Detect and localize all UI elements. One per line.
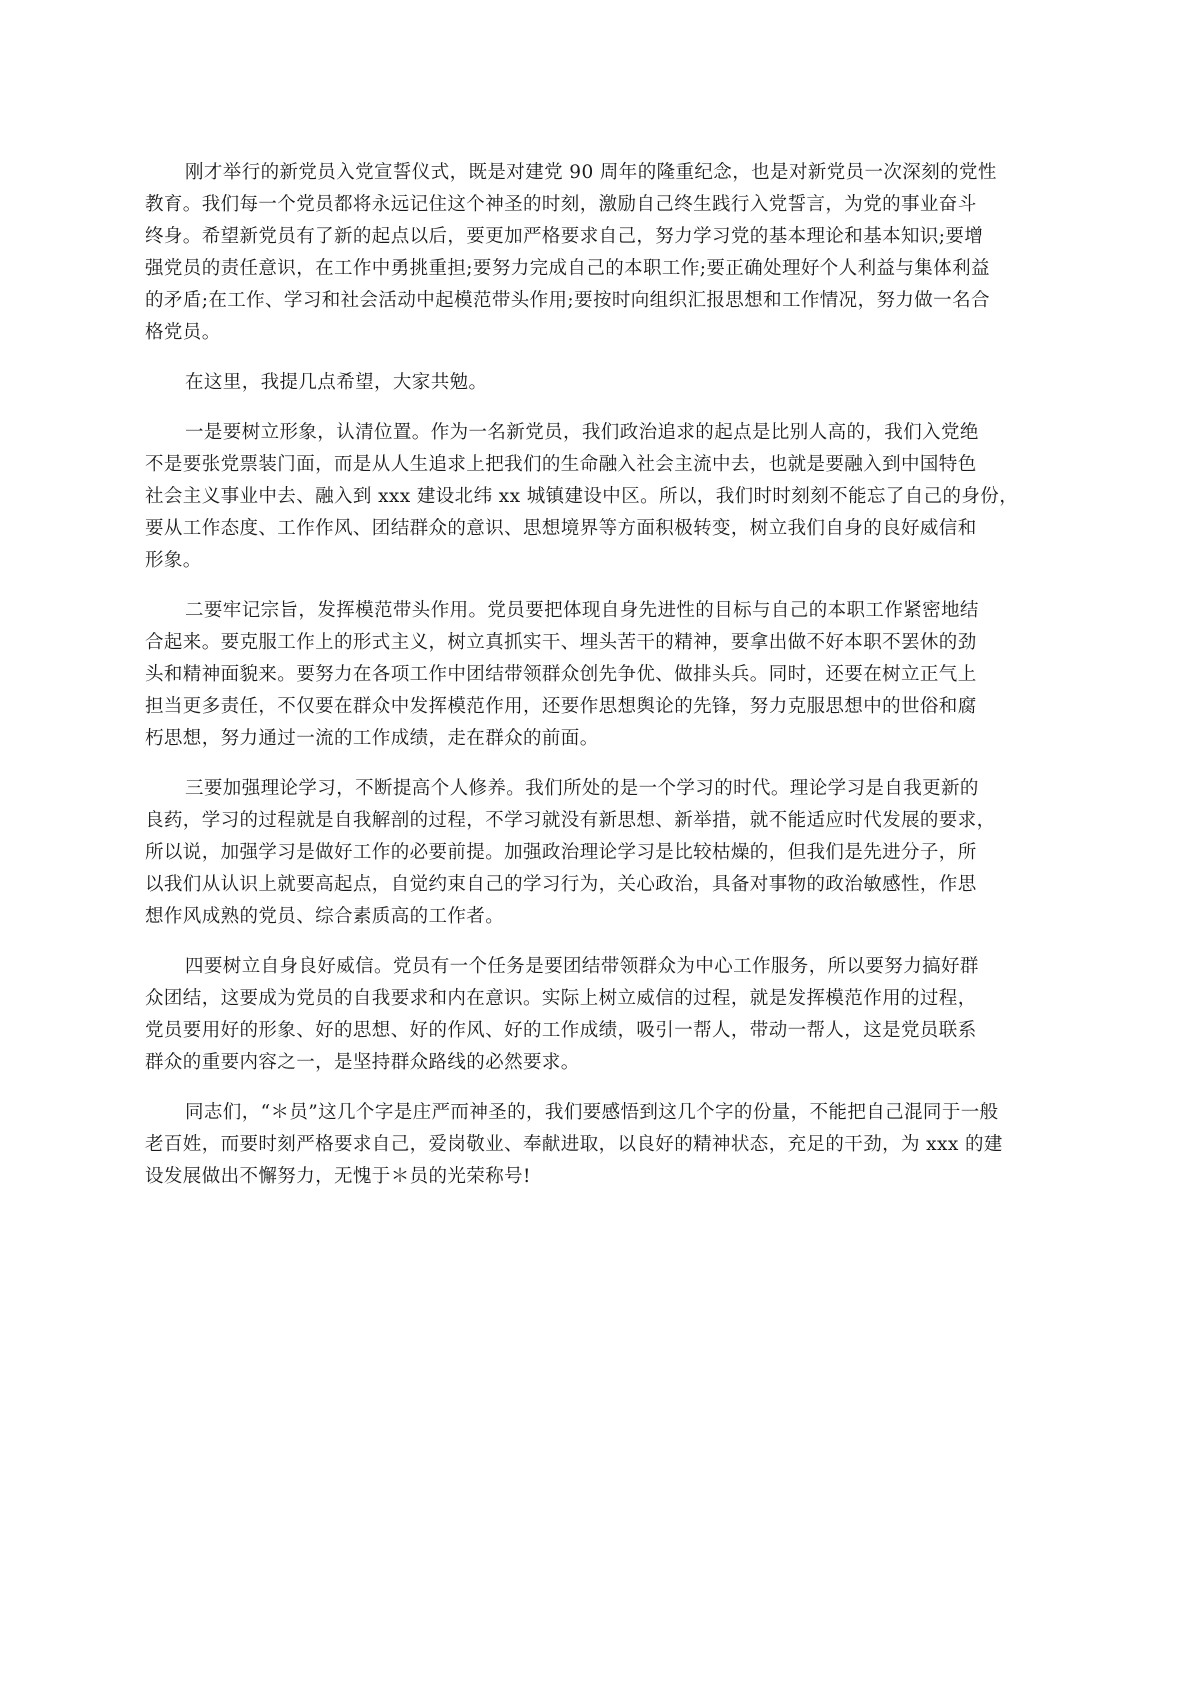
- text-line: 刚才举行的新党员入党宣誓仪式，既是对建党 90 周年的隆重纪念，也是对新党员一次深刻的党性: [185, 162, 997, 183]
- text-line: 的矛盾;在工作、学习和社会活动中起模范带头作用;要按时向组织汇报思想和工作情况，努力做一名合: [145, 290, 990, 311]
- paragraph-1: [145, 157, 1045, 349]
- text-line: 所以说，加强学习是做好工作的必要前提。加强政治理论学习是比较枯燥的，但我们是先进分子，所: [145, 842, 977, 863]
- paragraph-6: [145, 951, 1045, 1079]
- text-line: 群众的重要内容之一，是坚持群众路线的必然要求。: [145, 1052, 580, 1073]
- text-line: 教育。我们每一个党员都将永远记住这个神圣的时刻，激励自己终生践行入党誓言，为党的事业奋斗: [145, 194, 977, 215]
- text-line: 同志们，“＊员”这几个字是庄严而神圣的，我们要感悟到这几个字的份量，不能把自己混同于一般: [185, 1102, 999, 1123]
- paragraph-5: [145, 773, 1045, 933]
- text-line: 头和精神面貌来。要努力在各项工作中团结带领群众创先争优、做排头兵。同时，还要在树立正气上: [145, 664, 977, 685]
- text-line: 四要树立自身良好威信。党员有一个任务是要团结带领群众为中心工作服务，所以要努力搞好群: [185, 956, 979, 977]
- text-line: 格党员。: [145, 322, 221, 343]
- text-line: 社会主义事业中去、融入到 xxx 建设北纬 xx 城镇建设中区。所以，我们时时刻刻不能忘了自己的身份，: [145, 486, 1019, 507]
- text-line: 朽思想，努力通过一流的工作成绩，走在群众的前面。: [145, 728, 599, 749]
- document-page: [145, 157, 1045, 1211]
- text-line: 合起来。要克服工作上的形式主义，树立真抓实干、埋头苦干的精神，要拿出做不好本职不罢休的劲: [145, 632, 977, 653]
- text-line: 担当更多责任，不仅要在群众中发挥模范作用，还要作思想舆论的先锋，努力克服思想中的世俗和腐: [145, 696, 977, 717]
- text-line: 一是要树立形象，认清位置。作为一名新党员，我们政治追求的起点是比别人高的，我们入党绝: [185, 422, 979, 443]
- paragraph-7: [145, 1097, 1045, 1193]
- text-line: 党员要用好的形象、好的思想、好的作风、好的工作成绩，吸引一帮人，带动一帮人，这是党员联系: [145, 1020, 977, 1041]
- text-line: 三要加强理论学习，不断提高个人修养。我们所处的是一个学习的时代。理论学习是自我更新的: [185, 778, 979, 799]
- text-line: 老百姓，而要时刻严格要求自己，爱岗敬业、奉献进取，以良好的精神状态，充足的干劲，为 xxx 的建: [145, 1134, 1003, 1155]
- text-line: 要从工作态度、工作作风、团结群众的意识、思想境界等方面积极转变，树立我们自身的良好威信和: [145, 518, 977, 539]
- text-line: 不是要张党票装门面，而是从人生追求上把我们的生命融入社会主流中去，也就是要融入到中国特色: [145, 454, 977, 475]
- text-line: 终身。希望新党员有了新的起点以后，要更加严格要求自己，努力学习党的基本理论和基本知识;要增: [145, 226, 984, 247]
- text-line: 二要牢记宗旨，发挥模范带头作用。党员要把体现自身先进性的目标与自己的本职工作紧密地结: [185, 600, 979, 621]
- text-line: 强党员的责任意识，在工作中勇挑重担;要努力完成自己的本职工作;要正确处理好个人利益与集体利益: [145, 258, 990, 279]
- paragraph-4: [145, 595, 1045, 755]
- text-line: 想作风成熟的党员、综合素质高的工作者。: [145, 906, 505, 927]
- text-line: 设发展做出不懈努力，无愧于＊员的光荣称号!: [145, 1166, 531, 1187]
- text-line: 良药，学习的过程就是自我解剖的过程，不学习就没有新思想、新举措，就不能适应时代发展的要求，: [145, 810, 996, 831]
- text-line: 众团结，这要成为党员的自我要求和内在意识。实际上树立威信的过程，就是发挥模范作用的过程，: [145, 988, 977, 1009]
- paragraph-3: [145, 417, 1045, 577]
- text-line: 以我们从认识上就要高起点，自觉约束自己的学习行为，关心政治，具备对事物的政治敏感性，作思: [145, 874, 977, 895]
- text-line: 形象。: [145, 550, 202, 571]
- paragraph-2: [145, 367, 1045, 399]
- text-line: 在这里，我提几点希望，大家共勉。: [185, 372, 488, 393]
